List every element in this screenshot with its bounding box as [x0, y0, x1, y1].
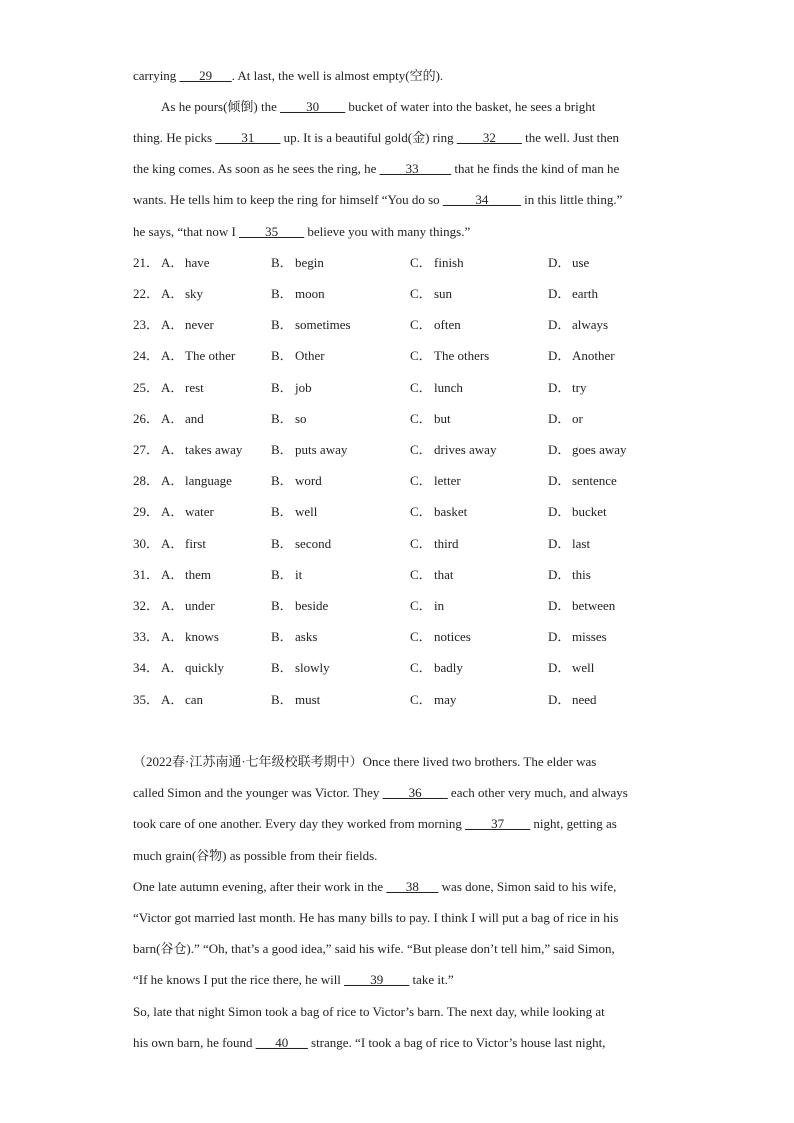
question-row	[133, 285, 693, 303]
passage2-line: called Simon and the younger was Victor. They ____36____ each other very much, and always	[133, 785, 628, 800]
passage2-line: “If he knows I put the rice there, he will ____39____ take it.”	[133, 972, 454, 987]
option-b[interactable]: B． job	[271, 380, 312, 395]
option-c[interactable]: C． basket	[410, 504, 468, 519]
option-d[interactable]: D． last	[548, 536, 591, 551]
question-number: 26．	[133, 411, 160, 426]
option-a[interactable]: A． can	[161, 692, 204, 707]
question-number: 34．	[133, 660, 160, 675]
question-number: 27．	[133, 442, 160, 457]
option-a[interactable]: A． rest	[161, 380, 204, 395]
passage2-line: took care of one another. Every day they worked from morning ____37____ night, getting as	[133, 816, 617, 831]
option-c[interactable]: C． lunch	[410, 380, 463, 395]
option-c[interactable]: C． third	[410, 536, 459, 551]
passage2-line: So, late that night Simon took a bag of rice to Victor’s barn. The next day, while looking at	[133, 1004, 605, 1019]
option-a[interactable]: A． have	[161, 255, 210, 270]
option-c[interactable]: C． notices	[410, 629, 471, 644]
question-row	[133, 441, 693, 459]
passage2-line: One late autumn evening, after their work in the ___38___ was done, Simon said to his wife,	[133, 879, 617, 894]
blank-38: ___38___	[386, 879, 439, 894]
option-c[interactable]: C． sun	[410, 286, 453, 301]
passage1-line: he says, “that now I ____35____ believe you with many things.”	[133, 224, 471, 239]
passage1-line: thing. He picks ____31____ up. It is a beautiful gold(金) ring ____32____ the well. Just then	[133, 130, 620, 145]
option-a[interactable]: A． never	[161, 317, 214, 332]
option-c[interactable]: C． letter	[410, 473, 461, 488]
option-b[interactable]: B． so	[271, 411, 307, 426]
question-row	[133, 316, 693, 334]
passage1-line: carrying ___29___. At last, the well is almost empty(空的).	[133, 68, 444, 83]
passage2-line: “Victor got married last month. He has many bills to pay. I think I will put a bag of rice in his	[133, 910, 619, 925]
blank-29: ___29___	[179, 68, 232, 83]
option-c[interactable]: C． in	[410, 598, 445, 613]
blank-37: ____37____	[465, 816, 531, 831]
option-d[interactable]: D． bucket	[548, 504, 607, 519]
question-number: 31．	[133, 567, 160, 582]
question-row	[133, 628, 693, 646]
option-b[interactable]: B． word	[271, 473, 322, 488]
option-a[interactable]: A． knows	[161, 629, 219, 644]
passage1-line: As he pours(倾倒) the ____30____ bucket of water into the basket, he sees a bright	[161, 99, 596, 114]
question-number: 28．	[133, 473, 160, 488]
option-b[interactable]: B． moon	[271, 286, 325, 301]
option-c[interactable]: C． but	[410, 411, 451, 426]
question-row	[133, 379, 693, 397]
blank-36: ____36____	[382, 785, 448, 800]
option-d[interactable]: D． need	[548, 692, 597, 707]
question-row	[133, 410, 693, 428]
option-d[interactable]: D． earth	[548, 286, 598, 301]
option-b[interactable]: B． second	[271, 536, 332, 551]
question-number: 32．	[133, 598, 160, 613]
option-d[interactable]: D． well	[548, 660, 595, 675]
option-b[interactable]: B． well	[271, 504, 318, 519]
option-c[interactable]: C． often	[410, 317, 461, 332]
question-number: 29．	[133, 504, 160, 519]
blank-35: ____35____	[239, 224, 305, 239]
option-d[interactable]: D． always	[548, 317, 609, 332]
option-b[interactable]: B． puts away	[271, 442, 348, 457]
option-b[interactable]: B． begin	[271, 255, 324, 270]
option-c[interactable]: C． badly	[410, 660, 463, 675]
question-row	[133, 347, 693, 365]
question-number: 22．	[133, 286, 160, 301]
question-number: 24．	[133, 348, 160, 363]
passage2-line: his own barn, he found ___40___ strange. “I took a bag of rice to Victor’s house last night,	[133, 1035, 606, 1050]
option-c[interactable]: C． that	[410, 567, 454, 582]
option-a[interactable]: A． quickly	[161, 660, 224, 675]
option-b[interactable]: B． beside	[271, 598, 329, 613]
option-d[interactable]: D． try	[548, 380, 587, 395]
passage1-line: wants. He tells him to keep the ring for himself “You do so _____34_____ in this little thing.”	[133, 192, 623, 207]
question-row	[133, 691, 693, 709]
option-a[interactable]: A． them	[161, 567, 211, 582]
question-number: 25．	[133, 380, 160, 395]
option-b[interactable]: B． asks	[271, 629, 318, 644]
passage2-line: （2022春·江苏南通·七年级校联考期中）Once there lived two brothers. The elder was	[133, 754, 597, 769]
question-row	[133, 472, 693, 490]
blank-33: ____33_____	[379, 161, 452, 176]
passage1-line: the king comes. As soon as he sees the ring, he ____33_____ that he finds the kind of man he	[133, 161, 620, 176]
option-a[interactable]: A． The other	[161, 348, 236, 363]
blank-31: ____31____	[215, 130, 281, 145]
option-a[interactable]: A． under	[161, 598, 215, 613]
question-row	[133, 659, 693, 677]
option-b[interactable]: B． slowly	[271, 660, 330, 675]
question-row	[133, 566, 693, 584]
passage2-line: barn(谷仓).” “Oh, that’s a good idea,” said his wife. “But please don’t tell him,” said Simon,	[133, 941, 615, 956]
option-b[interactable]: B． must	[271, 692, 321, 707]
blank-30: ____30____	[280, 99, 346, 114]
passage2-line: much grain(谷物) as possible from their fields.	[133, 848, 378, 863]
option-d[interactable]: D． this	[548, 567, 591, 582]
option-a[interactable]: A． takes away	[161, 442, 243, 457]
option-c[interactable]: C． may	[410, 692, 457, 707]
option-a[interactable]: A． language	[161, 473, 232, 488]
option-d[interactable]: D． goes away	[548, 442, 627, 457]
option-d[interactable]: D． use	[548, 255, 590, 270]
option-a[interactable]: A． first	[161, 536, 206, 551]
option-b[interactable]: B． Other	[271, 348, 325, 363]
question-number: 23．	[133, 317, 160, 332]
option-d[interactable]: D． between	[548, 598, 616, 613]
option-d[interactable]: D． sentence	[548, 473, 617, 488]
blank-39: ____39____	[344, 972, 410, 987]
question-number: 35．	[133, 692, 160, 707]
option-d[interactable]: D． misses	[548, 629, 607, 644]
question-number: 21．	[133, 255, 160, 270]
option-a[interactable]: A． sky	[161, 286, 204, 301]
option-c[interactable]: C． drives away	[410, 442, 497, 457]
option-d[interactable]: D． Another	[548, 348, 615, 363]
option-a[interactable]: A． water	[161, 504, 214, 519]
blank-32: ____32____	[456, 130, 522, 145]
option-c[interactable]: C． The others	[410, 348, 490, 363]
question-row	[133, 503, 693, 521]
option-b[interactable]: B． sometimes	[271, 317, 351, 332]
blank-34: _____34_____	[442, 192, 521, 207]
option-c[interactable]: C． finish	[410, 255, 464, 270]
question-number: 30．	[133, 536, 160, 551]
option-a[interactable]: A． and	[161, 411, 204, 426]
question-row	[133, 597, 693, 615]
option-d[interactable]: D． or	[548, 411, 583, 426]
option-b[interactable]: B． it	[271, 567, 303, 582]
question-row	[133, 535, 693, 553]
blank-40: ___40___	[255, 1035, 308, 1050]
question-row	[133, 254, 693, 272]
question-number: 33．	[133, 629, 160, 644]
